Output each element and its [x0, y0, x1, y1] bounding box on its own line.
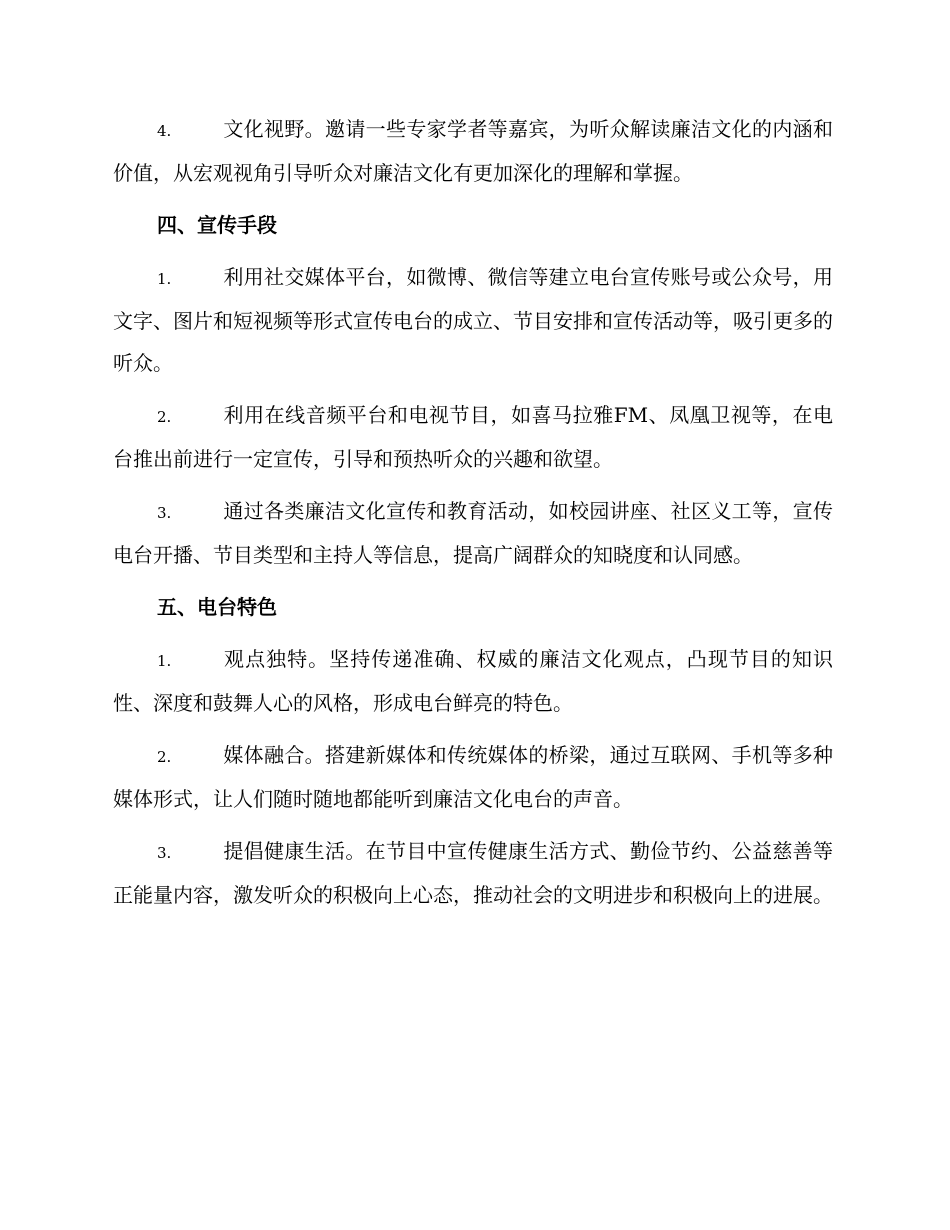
- promotion-item-1: [113, 256, 833, 384]
- item-number: 3.: [157, 844, 172, 862]
- item-text: 利用社交媒体平台，如微博、微信等建立电台宣传账号或公众号，用文字、图片和短视频等形式宣传电台的成立、节目安排和宣传活动等，吸引更多的听众。: [113, 265, 833, 375]
- features-item-1: [113, 638, 833, 724]
- document-page: [113, 108, 833, 926]
- item-number: 2.: [157, 748, 172, 766]
- features-item-2: [113, 734, 833, 820]
- item-number: 4.: [157, 122, 172, 140]
- item-number: 1.: [157, 270, 172, 288]
- promotion-item-3: [113, 490, 833, 576]
- section-heading-promotion: 四、宣传手段: [157, 213, 277, 237]
- item-text: 观点独特。坚持传递准确、权威的廉洁文化观点，凸现节目的知识性、深度和鼓舞人心的风格，形成电台鲜亮的特色。: [113, 647, 833, 715]
- item-text: 媒体融合。搭建新媒体和传统媒体的桥梁，通过互联网、手机等多种媒体形式，让人们随时随地都能听到廉洁文化电台的声音。: [113, 743, 833, 811]
- item-text: 文化视野。邀请一些专家学者等嘉宾，为听众解读廉洁文化的内涵和价值，从宏观视角引导听众对廉洁文化有更加深化的理解和掌握。: [113, 117, 833, 185]
- section-heading-features: 五、电台特色: [157, 595, 277, 619]
- item-number: 1.: [157, 652, 172, 670]
- item-number: 3.: [157, 504, 172, 522]
- culture-item-4: [113, 108, 833, 194]
- item-text: 通过各类廉洁文化宣传和教育活动，如校园讲座、社区义工等，宣传电台开播、节目类型和主持人等信息，提高广阔群众的知晓度和认同感。: [113, 499, 833, 567]
- promotion-item-2: [113, 394, 833, 480]
- item-text: 利用在线音频平台和电视节目，如喜马拉雅FM、凤凰卫视等，在电台推出前进行一定宣传，引导和预热听众的兴趣和欲望。: [113, 403, 833, 471]
- features-item-3: [113, 830, 833, 916]
- item-number: 2.: [157, 408, 172, 426]
- item-text: 提倡健康生活。在节目中宣传健康生活方式、勤俭节约、公益慈善等正能量内容，激发听众的积极向上心态，推动社会的文明进步和积极向上的进展。: [113, 839, 833, 907]
